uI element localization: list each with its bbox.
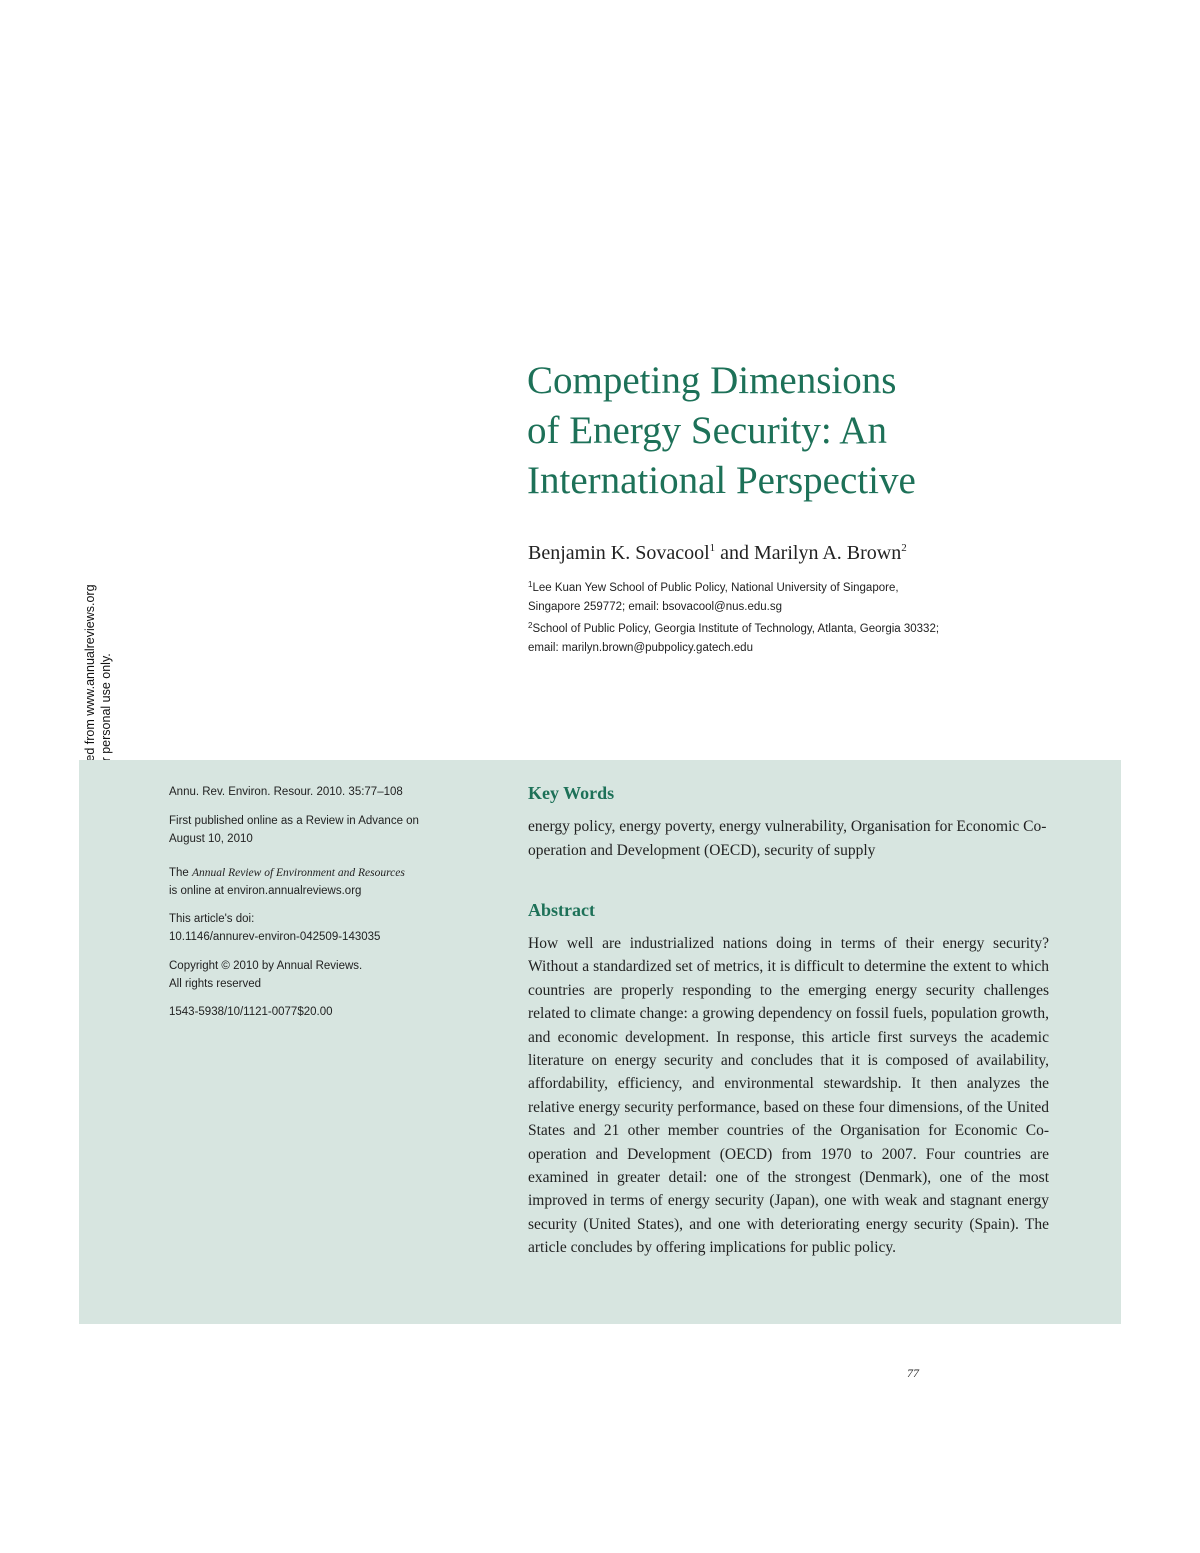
affiliation-2 (528, 616, 1048, 658)
title-line-3: International Perspective (527, 459, 916, 502)
title-line-1: Competing Dimensions (527, 359, 897, 402)
journal-prefix: The (169, 867, 193, 879)
doi-info (169, 910, 469, 946)
journal-name: Annual Review of Environment and Resources (192, 867, 405, 879)
doi-value: 10.1146/annurev-environ-042509-143035 (169, 931, 381, 943)
affiliation-2-line-1: School of Public Policy, Georgia Institute of Technology, Atlanta, Georgia 30332; (532, 623, 940, 635)
title-line-2: of Energy Security: An (527, 409, 887, 452)
doi-label: This article's doi: (169, 913, 255, 925)
first-published-line-1: First published online as a Review in Advance on (169, 815, 419, 827)
affiliation-2-line-2: email: marilyn.brown@pubpolicy.gatech.edu (528, 642, 753, 654)
affiliation-1-line-2: Singapore 259772; email: bsovacool@nus.edu.sg (528, 601, 782, 613)
copyright-line-1: Copyright © 2010 by Annual Reviews. (169, 960, 363, 972)
citation: Annu. Rev. Environ. Resour. 2010. 35:77–108 (169, 786, 403, 798)
author-list (528, 535, 1128, 566)
page-number: 77 (907, 1366, 919, 1380)
keywords-heading: Key Words (528, 783, 615, 803)
affiliation-1-mark: 1 (528, 580, 533, 589)
author-1: Benjamin K. Sovacool (528, 542, 710, 564)
issn: 1543-5938/10/1121-0077$20.00 (169, 1006, 333, 1018)
journal-online: is online at environ.annualreviews.org (169, 885, 362, 897)
journal-info (169, 864, 469, 900)
author-1-affiliation-mark: 1 (709, 542, 716, 554)
first-published (169, 812, 469, 848)
copyright-line-2: All rights reserved (169, 978, 262, 990)
author-2: and Marilyn A. Brown (715, 542, 902, 564)
author-2-affiliation-mark: 2 (901, 542, 907, 554)
affiliation-2-mark: 2 (528, 621, 533, 630)
affiliation-1-line-1: Lee Kuan Yew School of Public Policy, National University of Singapore, (532, 582, 899, 594)
article-title (527, 356, 1087, 506)
abstract-text: How well are industrialized nations doing in terms of their energy security? Without a standardized set of metrics, it is difficult to determine the extent to which countries are properly responding to the emerging energy security challenges related to climate change: a growing dependency on fossil fuels, population growth, and economic development. In response, this article first surveys the academic literature on energy security and concludes that it is composed of availability, affordability, efficiency, and environmental stewardship. It then analyzes the relative energy security performance, based on these four dimensions, of the United States and 21 other member countries of the Organisation for Economic Co-operation and Development (OECD) from 1970 to 2007. Four countries are examined in greater detail: one of the strongest (Denmark), one of the most improved in terms of energy security (Japan), one with weak and stagnant energy security (United States), and one with deteriorating energy security (Spain). The article concludes by offering implications for public policy. (528, 935, 1049, 1257)
keywords-text: energy policy, energy poverty, energy vulnerability, Organisation for Economic Co-operation and Development (OECD), security of supply (528, 818, 1047, 859)
copyright (169, 957, 469, 993)
first-published-line-2: August 10, 2010 (169, 833, 253, 845)
affiliation-1 (528, 575, 1048, 617)
abstract-heading: Abstract (528, 900, 595, 920)
